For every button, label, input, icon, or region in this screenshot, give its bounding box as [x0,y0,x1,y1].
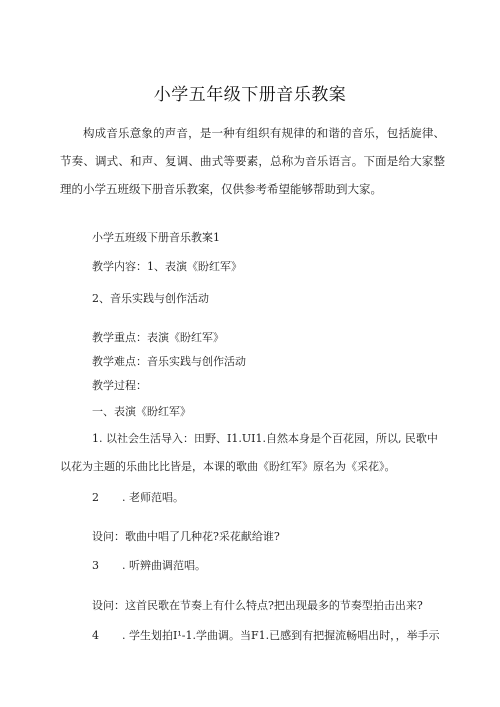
item-1-text: . 以社会生活导入：田野、I1.UI1.自然本身是个百花园，所以, 民歌中以花为主题的乐曲比比皆是，本课的歌曲《盼红军》原名为《采花》。 [60,432,438,473]
teaching-content-line: 教学内容：1、表演《盼红军》 [92,260,242,273]
key-point-line: 教学重点：表演《盼红军》 [92,331,224,344]
process-heading: 教学过程： [92,379,147,392]
item-4-number: 4 [92,629,99,642]
question-2-line: 设问：这首民歌在节奏上有什么特点?把出现最多的节奏型拍击出来? [92,599,423,612]
difficulty-line: 教学难点：音乐实践与创作活动 [92,355,246,368]
item-2-text: . 老师范唱。 [122,491,184,504]
item-2-number: 2 [92,491,99,504]
document-title: 小学五年级下册音乐教案 [153,85,347,105]
item-3-line [92,557,206,573]
item-4-text: . 学生划拍I¹-1.学曲调。当F1.已感到有把握流畅唱出时，，举手示 [122,629,440,642]
question-1-line: 设问：歌曲中唱了几种花?采花献给谁? [92,530,280,543]
intro-paragraph: 构成音乐意象的声音，是一种有组织有规律的和谐的音乐，包括旋律、节奏、调式、和声、复调、曲式等要素，总称为音乐语言。下面是给大家整理的小学五班级下册音乐教案，仅供参考希望能够帮助到大家。 [60,126,445,196]
item-3-number: 3 [92,559,99,572]
item-1-number: 1 [92,432,99,445]
step-one-heading: 一、表演《盼红军》 [92,405,191,418]
item-1-paragraph [60,425,445,481]
item-3-text: . 听辨曲调范唱。 [122,559,206,572]
section-heading: 小学五班级下册音乐教案1 [92,231,220,244]
item-4-line [92,627,440,643]
item-2-line [92,489,184,505]
teaching-content-line-2: 2、音乐实践与创作活动 [92,292,209,305]
